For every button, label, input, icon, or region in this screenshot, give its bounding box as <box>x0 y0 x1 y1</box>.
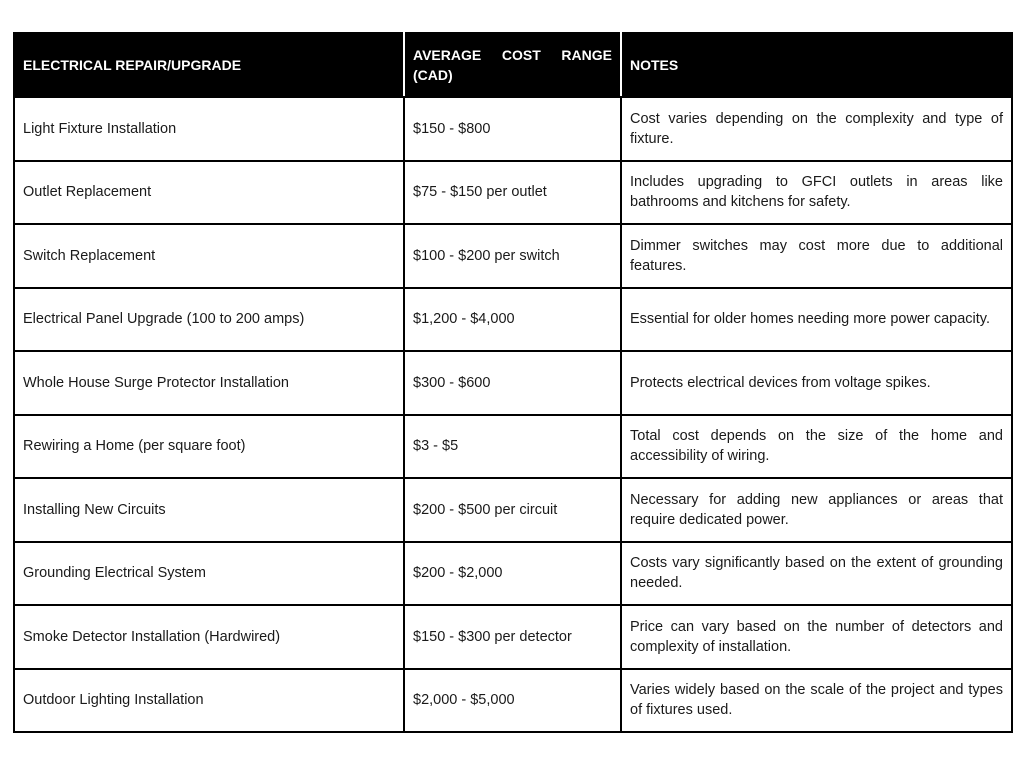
cell-notes: Dimmer switches may cost more due to additional features. <box>621 224 1012 288</box>
cell-notes: Total cost depends on the size of the home and accessibility of wiring. <box>621 415 1012 479</box>
cell-repair-upgrade: Whole House Surge Protector Installation <box>14 351 404 415</box>
cell-repair-upgrade: Outlet Replacement <box>14 161 404 225</box>
table-row <box>14 288 1012 352</box>
table-row <box>14 478 1012 542</box>
cell-repair-upgrade: Switch Replacement <box>14 224 404 288</box>
cell-cost-range: $150 - $300 per detector <box>404 605 621 669</box>
electrical-cost-table <box>13 32 1013 733</box>
cell-repair-upgrade: Outdoor Lighting Installation <box>14 669 404 733</box>
cell-repair-upgrade: Rewiring a Home (per square foot) <box>14 415 404 479</box>
header-average-cost-range: AVERAGE COST RANGE (CAD) <box>404 33 621 97</box>
cell-cost-range: $200 - $500 per circuit <box>404 478 621 542</box>
cell-cost-range: $2,000 - $5,000 <box>404 669 621 733</box>
table-row <box>14 415 1012 479</box>
cost-table-container <box>13 32 1011 733</box>
cell-notes: Costs vary significantly based on the extent of grounding needed. <box>621 542 1012 606</box>
table-row <box>14 605 1012 669</box>
header-notes: NOTES <box>621 33 1012 97</box>
cell-cost-range: $200 - $2,000 <box>404 542 621 606</box>
cell-cost-range: $3 - $5 <box>404 415 621 479</box>
cell-notes: Necessary for adding new appliances or areas that require dedicated power. <box>621 478 1012 542</box>
cell-notes: Price can vary based on the number of detectors and complexity of installation. <box>621 605 1012 669</box>
cell-notes: Varies widely based on the scale of the project and types of fixtures used. <box>621 669 1012 733</box>
header-repair-upgrade: ELECTRICAL REPAIR/UPGRADE <box>14 33 404 97</box>
cell-cost-range: $75 - $150 per outlet <box>404 161 621 225</box>
cell-repair-upgrade: Grounding Electrical System <box>14 542 404 606</box>
table-body <box>14 97 1012 732</box>
cell-cost-range: $1,200 - $4,000 <box>404 288 621 352</box>
table-row <box>14 542 1012 606</box>
cell-cost-range: $100 - $200 per switch <box>404 224 621 288</box>
cell-repair-upgrade: Electrical Panel Upgrade (100 to 200 amps) <box>14 288 404 352</box>
cell-notes: Includes upgrading to GFCI outlets in areas like bathrooms and kitchens for safety. <box>621 161 1012 225</box>
cell-repair-upgrade: Light Fixture Installation <box>14 97 404 161</box>
header-row <box>14 33 1012 97</box>
table-row <box>14 97 1012 161</box>
cell-notes: Protects electrical devices from voltage spikes. <box>621 351 1012 415</box>
table-header <box>14 33 1012 97</box>
table-row <box>14 669 1012 733</box>
table-row <box>14 224 1012 288</box>
cell-notes: Essential for older homes needing more power capacity. <box>621 288 1012 352</box>
cell-repair-upgrade: Installing New Circuits <box>14 478 404 542</box>
cell-cost-range: $300 - $600 <box>404 351 621 415</box>
table-row <box>14 351 1012 415</box>
cell-cost-range: $150 - $800 <box>404 97 621 161</box>
table-row <box>14 161 1012 225</box>
cell-repair-upgrade: Smoke Detector Installation (Hardwired) <box>14 605 404 669</box>
cell-notes: Cost varies depending on the complexity and type of fixture. <box>621 97 1012 161</box>
